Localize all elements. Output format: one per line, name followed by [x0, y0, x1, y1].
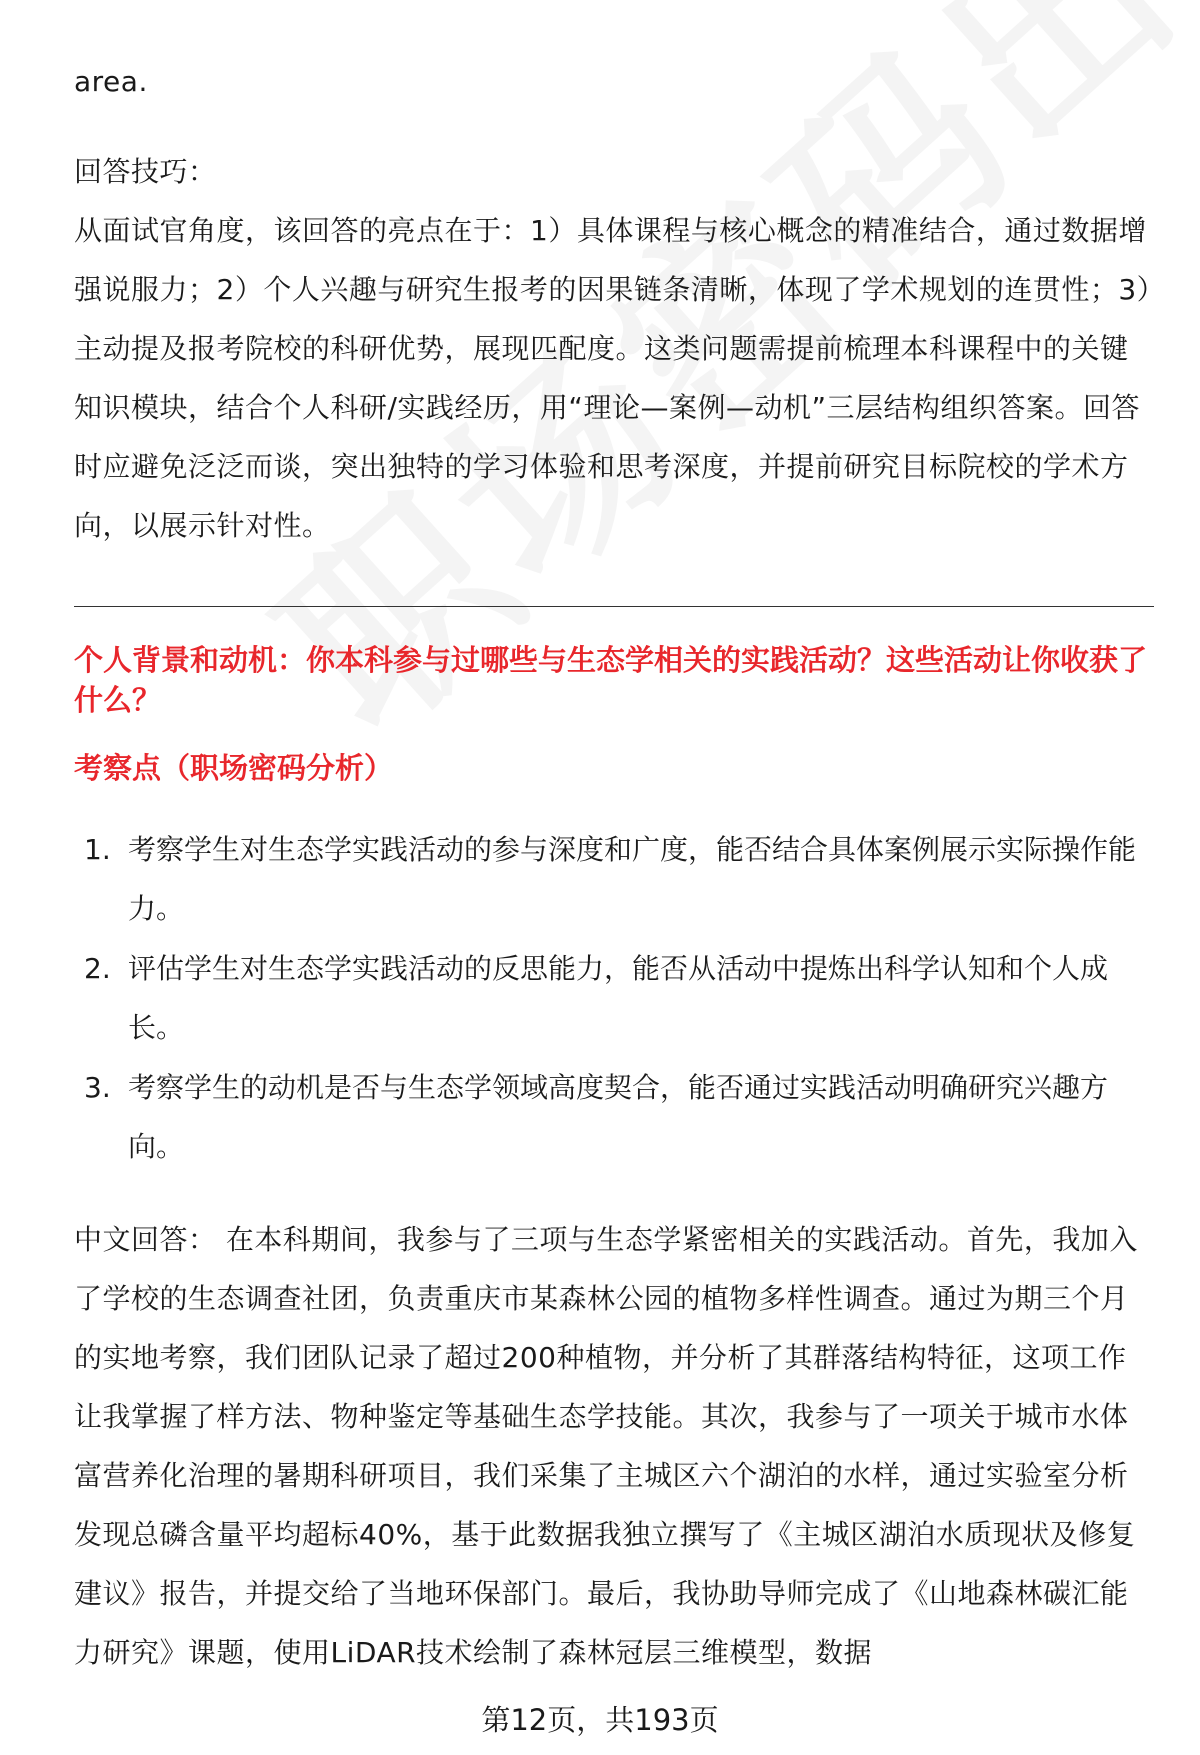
tips-body: 从面试官角度，该回答的亮点在于：1）具体课程与核心概念的精准结合，通过数据增强说服力；2）个人兴趣与研究生报考的因果链条清晰，体现了学术规划的连贯性；3）主动提及报考院校的科研优势，展现匹配度。这类问题需提前梳理本科课程中的关键知识模块，结合个人科研/实践经历，用“理论—案例—动机”三层结构组织答案。回答时应避免泛泛而谈，突出独特的学习体验和思考深度，并提前研究目标院校的学术方向，以展示针对性。	[74, 214, 1152, 542]
tips-label: 回答技巧：	[74, 155, 217, 188]
list-number: 1.	[84, 833, 111, 866]
section-divider	[74, 606, 1154, 607]
assessment-points-list	[74, 820, 1154, 1177]
list-number: 2.	[84, 952, 111, 985]
page-number: 第12页，共193页	[481, 1703, 719, 1737]
list-item	[74, 820, 1154, 938]
list-number: 3.	[84, 1071, 111, 1104]
list-item-text: 考察学生的动机是否与生态学领域高度契合，能否通过实践活动明确研究兴趣方向。	[128, 1071, 1109, 1163]
answer-body: 在本科期间，我参与了三项与生态学紧密相关的实践活动。首先，我加入了学校的生态调查社团，负责重庆市某森林公园的植物多样性调查。通过为期三个月的实地考察，我们团队记录了超过200种植物，并分析了其群落结构特征，这项工作让我掌握了样方法、物种鉴定等基础生态学技能。其次，我参与了一项关于城市水体富营养化治理的暑期科研项目，我们采集了主城区六个湖泊的水样，通过实验室分析发现总磷含量平均超标40%，基于此数据我独立撰写了《主城区湖泊水质现状及修复建议》报告，并提交给了当地环保部门。最后，我协助导师完成了《山地森林碳汇能力研究》课题，使用LiDAR技术绘制了森林冠层三维模型，数据	[74, 1223, 1138, 1669]
chinese-answer	[74, 1210, 1154, 1682]
list-item	[74, 1058, 1154, 1176]
question-heading: 个人背景和动机：你本科参与过哪些与生态学相关的实践活动？这些活动让你收获了什么？	[74, 643, 1148, 717]
assessment-points-heading: 考察点（职场密码分析）	[74, 751, 394, 785]
list-item-text: 考察学生对生态学实践活动的参与深度和广度，能否结合具体案例展示实际操作能力。	[128, 833, 1137, 925]
list-item	[74, 939, 1154, 1057]
previous-answer-tail: area.	[74, 65, 148, 98]
list-item-text: 评估学生对生态学实践活动的反思能力，能否从活动中提炼出科学认知和个人成长。	[128, 952, 1109, 1044]
answer-label: 中文回答：	[74, 1223, 217, 1256]
